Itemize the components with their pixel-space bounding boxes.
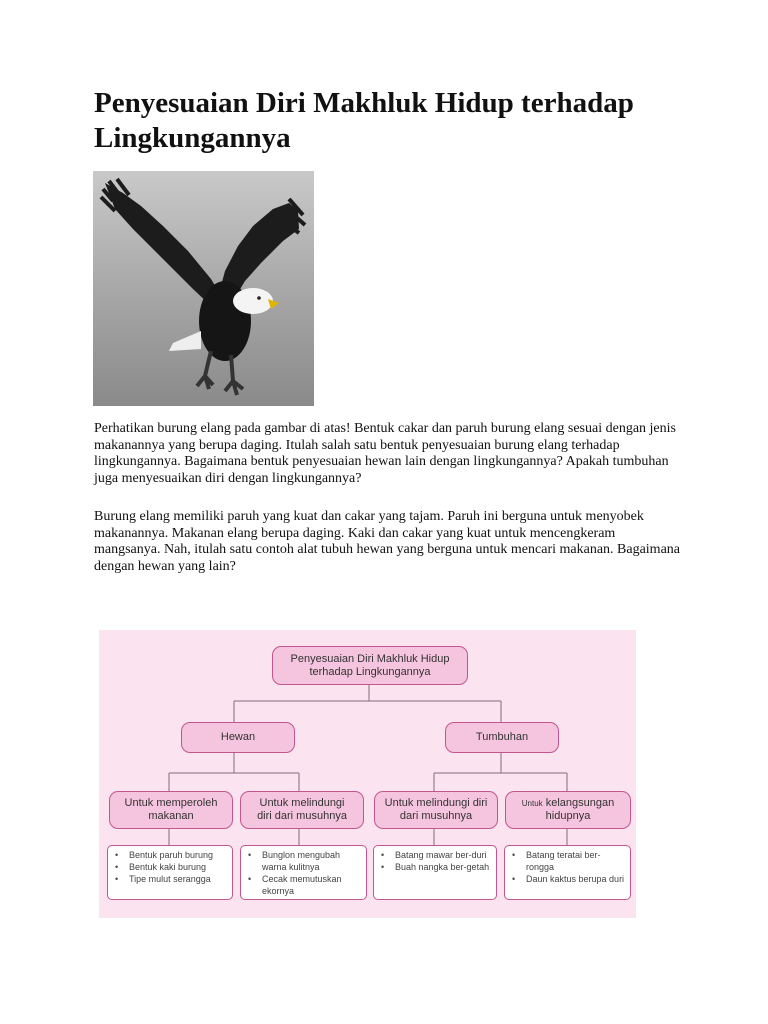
leaf-2-item: • Cecak memutuskan ekornya: [245, 873, 362, 897]
leaf-1-item: • Bentuk kaki burung: [112, 861, 228, 873]
tumbuhan-box: [445, 722, 559, 753]
category-box-2: [240, 791, 364, 829]
paragraph-2: Burung elang memiliki paruh yang kuat dan cakar yang tajam. Paruh ini berguna untuk menyobek makanannya. Makanan elang berupa daging. Kaki dan cakar yang kuat untuk mencengkeram mangsanya. Nah, itulah satu contoh alat tubuh hewan yang berguna untuk mencari makanan. Bagaimana dengan hewan yang lain?: [94, 509, 681, 574]
leaf-box-3: [373, 845, 497, 900]
leaf-3-item: • Buah nangka ber-getah: [378, 861, 492, 873]
category-1-line-2: makanan: [148, 810, 194, 822]
concept-diagram: [99, 630, 636, 918]
eagle-illustration: [93, 171, 314, 406]
eagle-photo: [93, 171, 314, 406]
category-4-line-1: [522, 797, 614, 810]
paragraph-1: Perhatikan burung elang pada gambar di atas! Bentuk cakar dan paruh burung elang sesuai dengan jenis makanannya yang berupa daging. Itulah salah satu bentuk penyesuaian burung elang terhadap lingkungannya. Bagaimana bentuk penyesuaian hewan lain dengan lingkungannya? Apakah tumbuhan juga menyesuaikan diri dengan lingkungannya?: [94, 421, 676, 486]
category-3-line-1: Untuk melindungi diri: [384, 797, 488, 809]
leaf-4-item: • Daun kaktus berupa duri: [509, 873, 626, 885]
category-4-line-2: hidupnya: [545, 810, 591, 822]
category-2-line-2: diri dari musuhnya: [257, 810, 347, 822]
hewan-box: [181, 722, 295, 753]
leaf-3-item: • Batang mawar ber-duri: [378, 849, 492, 861]
category-4-main: kelangsungan: [542, 797, 615, 809]
page-title: Penyesuaian Diri Makhluk Hidup terhadap Lingkungannya: [94, 87, 634, 154]
leaf-1-item: • Bentuk paruh burung: [112, 849, 228, 861]
tumbuhan-label: Tumbuhan: [475, 731, 529, 743]
category-3-line-2: dari musuhnya: [399, 810, 473, 822]
leaf-box-2: [240, 845, 367, 900]
category-box-4: [505, 791, 631, 829]
category-1-line-1: Untuk memperoleh: [124, 797, 218, 809]
leaf-box-4: [504, 845, 631, 900]
root-line-1: Penyesuaian Diri Makhluk Hidup: [290, 652, 450, 665]
category-2-line-1: Untuk melindungi: [259, 797, 345, 809]
leaf-1-item: • Tipe mulut serangga: [112, 873, 228, 885]
leaf-box-1: [107, 845, 233, 900]
leaf-4-item: • Batang teratai ber-rongga: [509, 849, 626, 873]
category-box-1: [109, 791, 233, 829]
hewan-label: Hewan: [220, 731, 256, 743]
root-line-2: terhadap Lingkungannya: [309, 665, 431, 678]
root-box: [272, 646, 468, 685]
category-box-3: [374, 791, 498, 829]
category-4-prefix: Untuk: [521, 799, 543, 808]
leaf-2-item: • Bunglon mengubah warna kulitnya: [245, 849, 362, 873]
